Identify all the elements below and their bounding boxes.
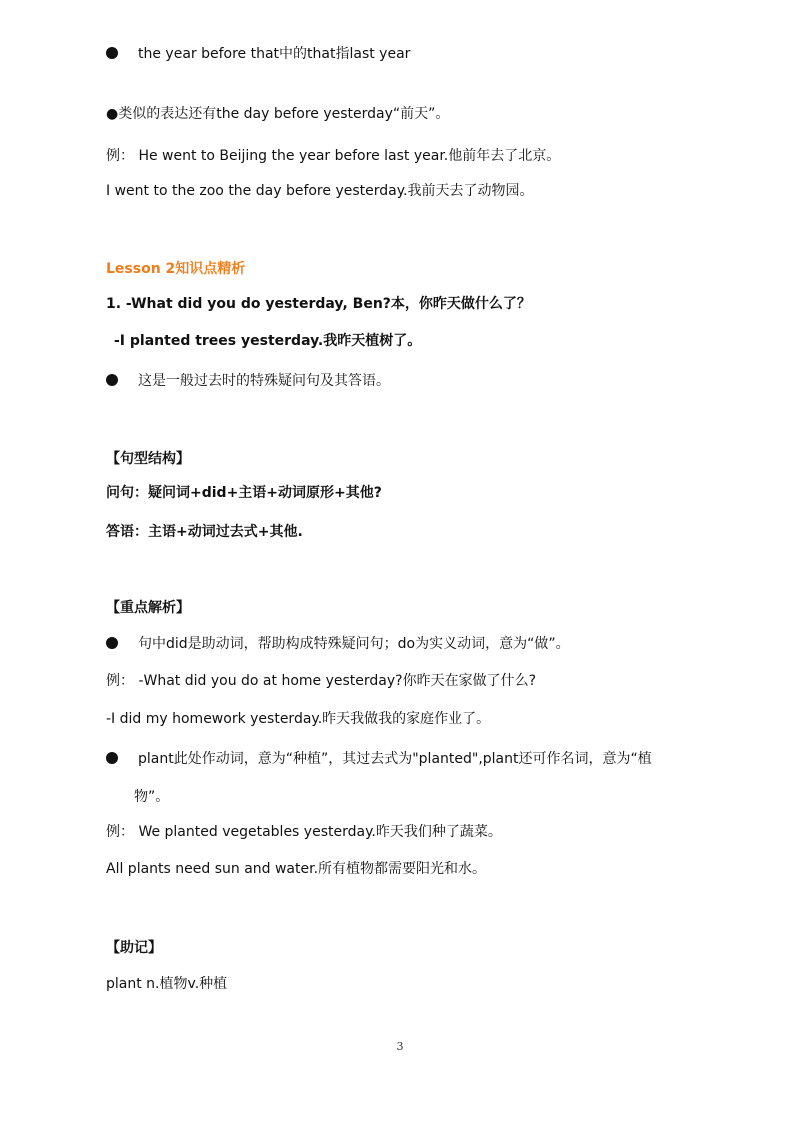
text-plant-continuation: 物”。 xyxy=(134,789,170,805)
text-that-meaning: the year before that中的that指last year xyxy=(138,46,411,62)
example-vegetables: 例： We planted vegetables yesterday.昨天我们种了蔬菜。 xyxy=(106,824,502,840)
section-mnemonic: 【助记】 xyxy=(106,940,162,956)
bullet-dot-icon xyxy=(106,47,118,59)
dialogue-answer: -I planted trees yesterday.我昨天植树了。 xyxy=(114,333,422,349)
section-key-analysis: 【重点解析】 xyxy=(106,600,190,616)
example-homework: -I did my homework yesterday.昨天我做我的家庭作业了。 xyxy=(106,711,491,727)
bullet-dot-icon xyxy=(106,374,118,386)
section-sentence-structure: 【句型结构】 xyxy=(106,451,190,467)
lesson-heading: Lesson 2知识点精析 xyxy=(106,261,246,277)
bullet-dot-icon xyxy=(106,752,118,764)
example-beijing: 例： He went to Beijing the year before last year.他前年去了北京。 xyxy=(106,148,561,164)
example-zoo: I went to the zoo the day before yesterday.我前天去了动物园。 xyxy=(106,183,534,199)
bullet-line-that xyxy=(106,44,410,64)
bullet-line-did xyxy=(106,634,570,654)
text-plant-explanation: plant此处作动词，意为“种植”，其过去式为"planted",plant还可作名词，意为“植 xyxy=(138,751,652,767)
mnemonic-plant: plant n.植物v.种植 xyxy=(106,976,228,992)
text-similar-expression: ●类似的表达还有the day before yesterday“前天”。 xyxy=(106,106,450,122)
dialogue-question: 1. -What did you do yesterday, Ben?本，你昨天做什么了？ xyxy=(106,296,531,312)
example-plants-need: All plants need sun and water.所有植物都需要阳光和水。 xyxy=(106,861,487,877)
text-tense-explanation: 这是一般过去时的特殊疑问句及其答语。 xyxy=(138,373,390,389)
structure-answer: 答语：主语+动词过去式+其他. xyxy=(106,524,303,540)
example-home: 例： -What did you do at home yesterday?你昨天在家做了什么? xyxy=(106,673,537,689)
bullet-line-tense xyxy=(106,371,390,391)
bullet-line-plant xyxy=(106,749,652,769)
bullet-dot-icon xyxy=(106,637,118,649)
structure-question: 问句：疑问词+did+主语+动词原形+其他? xyxy=(106,485,382,501)
text-did-explanation: 句中did是助动词，帮助构成特殊疑问句；do为实义动词，意为“做”。 xyxy=(138,636,570,652)
page-number: 3 xyxy=(396,1040,404,1053)
